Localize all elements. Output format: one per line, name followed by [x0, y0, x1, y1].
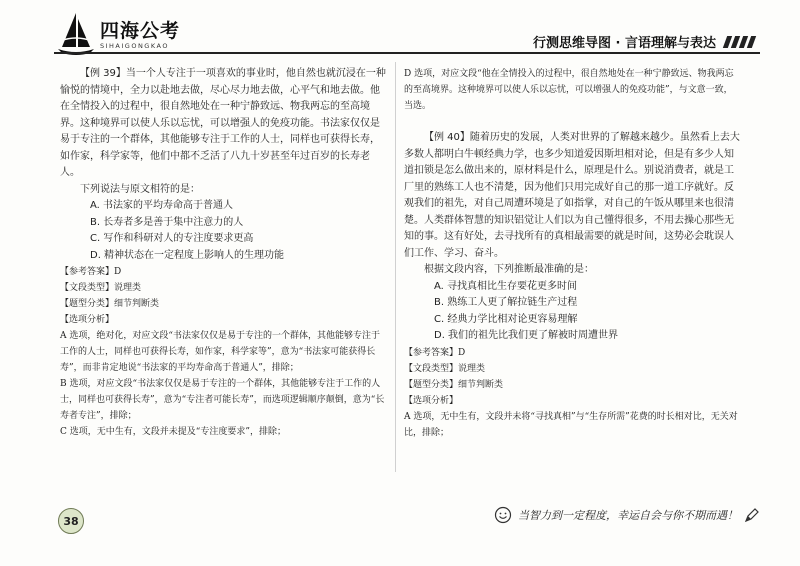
- option-a: A. 书法家的平均寿命高于普通人: [90, 200, 234, 211]
- passage-type: 【文段类型】说理类: [60, 283, 142, 293]
- analysis-b: B 选项，对应文段“书法家仅仅是易于专注的一个群体，其他能够专注于工作的人士，同样也可获得长寿”，意为“专注者可能长寿”，而选项逻辑顺序颠倒，意为“长寿者专注”，排除；: [60, 379, 385, 421]
- left-column: [60, 66, 386, 440]
- option-d: D. 我们的祖先比我们更了解被时周遭世界: [434, 330, 619, 341]
- example-39-passage: 【例 39】当一个人专注于一项喜欢的事业时，他自然也就沉浸在一种愉悦的情境中，全力以赴地去做，尽心尽力地去做，心平气和地去做。他在全情投入的过程中，很自然地处在一种宁静致远、物我两忘的至高境界。这种境界可以使人乐以忘忧，可以增强人的免疫功能。书法家仅仅是易于专注的一个群体，其他能够专注于工作的人士，同样也可获得长寿，如作家，科学家等，他们中都不乏活了八九十岁甚至年过百岁的长寿老人。: [60, 68, 386, 178]
- reference-answer: 【参考答案】D: [60, 267, 122, 277]
- example-39-question: 下列说法与原文相符的是：: [80, 183, 200, 195]
- right-column: [404, 66, 740, 441]
- header-title: 行测思维导图 · 言语理解与表达: [533, 36, 716, 51]
- option-c: C. 经典力学比相对论更容易理解: [434, 313, 578, 325]
- reference-answer: 【参考答案】D: [404, 347, 466, 358]
- option-b: B. 熟练工人更了解拉链生产过程: [434, 297, 578, 308]
- logo-name: 四海公考: [100, 20, 181, 42]
- sailboat-logo-icon: [56, 11, 96, 55]
- option-d: D. 精神状态在一定程度上影响人的生理功能: [90, 249, 285, 261]
- analysis-d-example-39: D 选项，对应文段“他在全情投入的过程中，很自然地处在一种宁静致远、物我两忘的至高境界。这种境界可以使人乐以忘忧，可以增强人的免疫功能”，与文意一致，当选。: [404, 69, 734, 111]
- column-divider: [395, 62, 396, 472]
- logo: [56, 10, 206, 56]
- question-category: 【题型分类】细节判断类: [60, 299, 160, 309]
- footer-slogan-area: [494, 506, 760, 524]
- analysis-heading: 【选项分析】: [404, 395, 459, 406]
- page-number: 38: [58, 508, 84, 534]
- analysis-c: C 选项，无中生有，文段并未提及“专注度要求”，排除；: [60, 427, 286, 437]
- option-c: C. 写作和科研对人的专注度要求更高: [90, 233, 254, 244]
- option-a: A. 寻找真相比生存要花更多时间: [434, 280, 578, 292]
- footer-slogan: 当智力到一定程度，幸运自会与你不期而遇！: [518, 509, 738, 522]
- header-rule: [54, 52, 760, 54]
- slash-decoration-icon: [722, 36, 754, 48]
- analysis-a: A 选项，无中生有，文段并未将“寻找真相”与“生存所需”花费的时长相对比，无关对比，排除；: [404, 411, 738, 438]
- option-b: B. 长寿者多是善于集中注意力的人: [90, 216, 244, 228]
- example-40-passage: 【例 40】随着历史的发展，人类对世界的了解越来越少。虽然看上去大多数人都明白牛顿经典力学，也多少知道爱因斯坦相对论，但是有多少人知道扣锁是怎么做出来的，原材料是什么，原理是什么。别说消费者，就是工厂里的熟练工人也不清楚，因为他们只用完成好自己的那一道工序就好。反观我们的祖先，对自己周遭环境是了如指掌，对自己的午饭从哪里来也很清楚。人类群体智慧的知识铝觉让人们以为自己懂得很多，不用去操心那些无知的事。这有好处，去寻找所有的真相最需要的就是时间，这势必会耽误人们工作、学习、奋斗。: [404, 132, 740, 259]
- logo-pinyin: SIHAIGONGKAO: [100, 42, 169, 50]
- passage-type: 【文段类型】说理类: [404, 363, 486, 374]
- question-category: 【题型分类】细节判断类: [404, 379, 504, 390]
- smiley-icon: [494, 506, 512, 524]
- pen-icon: [744, 507, 760, 523]
- analysis-heading: 【选项分析】: [60, 315, 115, 325]
- analysis-a: A 选项，绝对化，对应文段“书法家仅仅是易于专注的一个群体，其他能够专注于工作的人士，同样也可获得长寿，如作家，科学家等”，意为“书法家可能获得长寿”，而非肯定地说“书法家的平均寿命高于普通人”，排除；: [60, 331, 380, 373]
- example-40-question: 根据文段内容，下列推断最准确的是：: [424, 264, 594, 275]
